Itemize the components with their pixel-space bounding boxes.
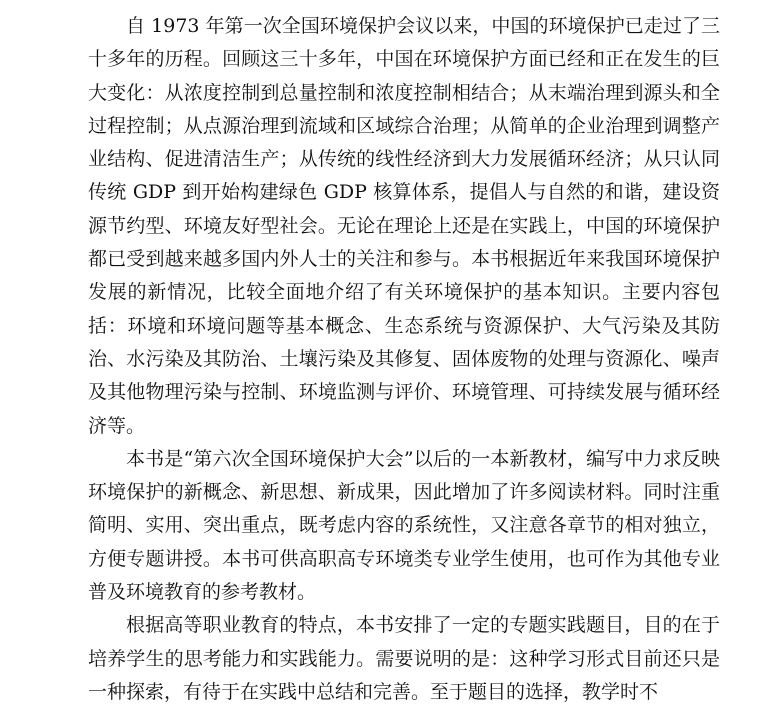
paragraph-2: 本书是“第六次全国环境保护大会”以后的一本新教材，编写中力求反映环境保护的新概念、新思想、新成果，因此增加了许多阅读材料。同时注重简明、实用、突出重点，既考虑内容的系统性，又注意各章节的相对独立，方便专题讲授。本书可供高职高专环境类专业学生使用，也可作为其他专业普及环境教育的参考教材。 <box>88 447 720 604</box>
paragraph-3: 根据高等职业教育的特点，本书安排了一定的专题实践题目，目的在于培养学生的思考能力和实践能力。需要说明的是：这种学习形式目前还只是一种探索，有待于在实践中总结和完善。至于题目的选择，教学时不 <box>88 614 720 703</box>
paragraph-1: 自 1973 年第一次全国环境保护会议以来，中国的环境保护已走过了三十多年的历程。回顾这三十多年，中国在环境保护方面已经和正在发生的巨大变化：从浓度控制到总量控制和浓度控制相结合；从末端治理到源头和全过程控制；从点源治理到流域和区域综合治理；从简单的企业治理到调整产业结构、促进清洁生产；从传统的线性经济到大力发展循环经济；从只认同传统 GDP 到开始构建绿色 GDP 核算体系，提倡人与自然的和谐，建设资源节约型、环境友好型社会。无论在理论上还是在实践上，中国的环境保护都已受到越来越多国内外人士的关注和参与。本书根据近年来我国环境保护发展的新情况，比较全面地介绍了有关环境保护的基本知识。主要内容包括：环境和环境问题等基本概念、生态系统与资源保护、大气污染及其防治、水污染及其防治、土壤污染及其修复、固体废物的处理与资源化、噪声及其他物理污染与控制、环境监测与评价、环境管理、可持续发展与循环经济等。 <box>88 15 720 437</box>
document-body <box>88 10 720 709</box>
